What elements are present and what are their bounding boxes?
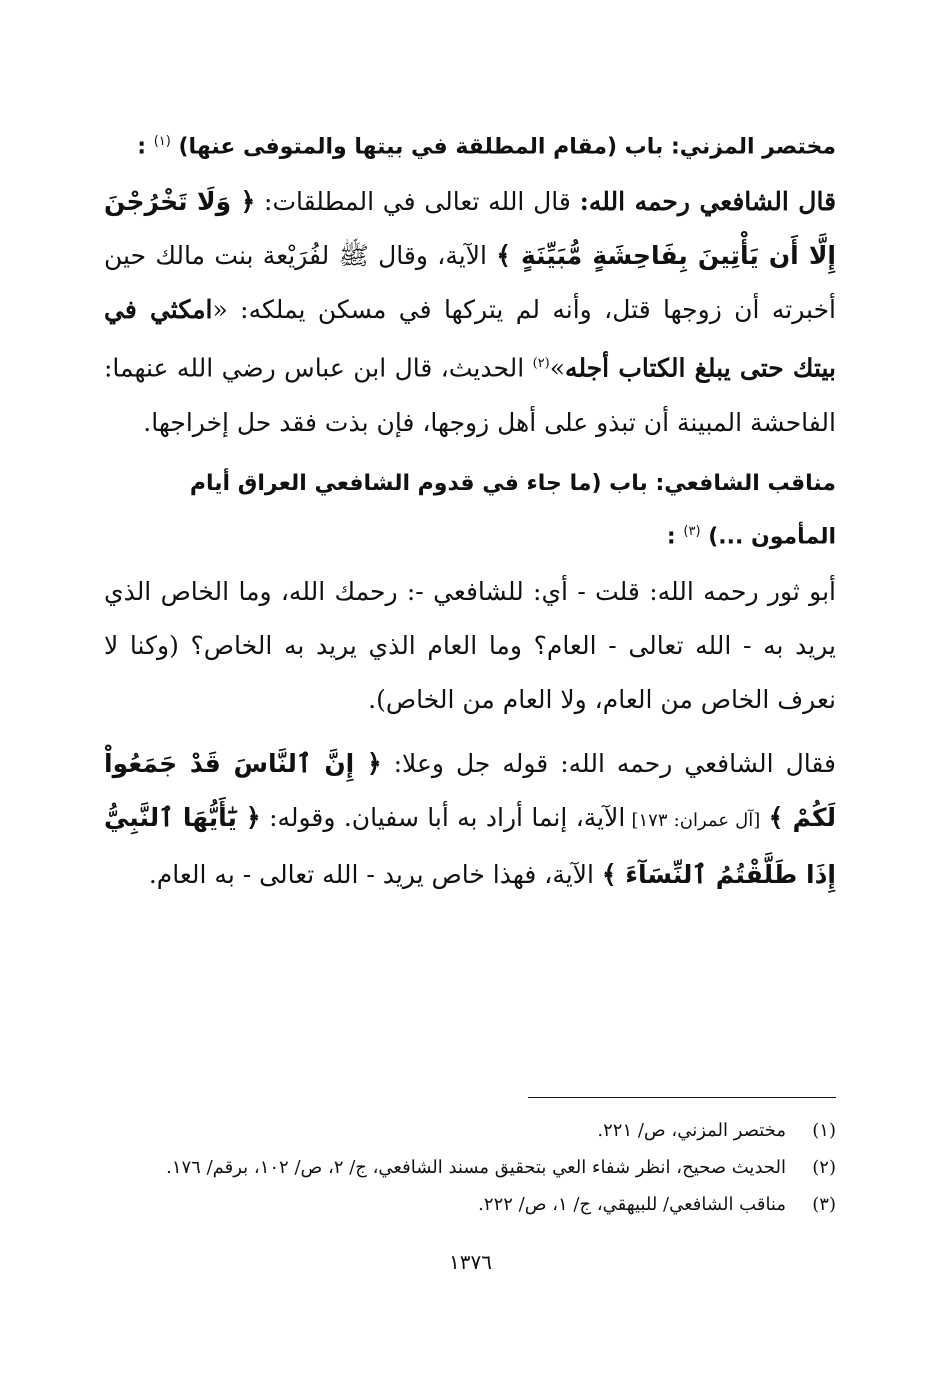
text-span: فقال الشافعي رحمه الله: قوله جل وعلا: [381, 748, 836, 778]
footnote-item [96, 1149, 836, 1186]
text-span: قال الله تعالى في المطلقات: [255, 187, 571, 217]
footnote-number: (٣) [812, 1194, 836, 1215]
text-span: الحديث، قال ابن عباس رضي الله عنهما: الفاحشة المبينة أن تبذو على أهل زوجها، فإن بذت فقد حل إخراجها. [104, 353, 836, 437]
text-span: الآية، وقال ﷺ لفُرَيْعة بنت مالك حين أخبرته أن زوجها قتل، وأنه لم يتركها في مسكن يملكه: « [104, 241, 836, 325]
paragraph-shafii-talaq [104, 175, 836, 449]
footnote-number: (١) [812, 1120, 836, 1141]
footnote-divider [528, 1097, 836, 1098]
footnote-ref[interactable]: (١) [153, 134, 171, 149]
verse-reference: [آل عمران: ١٧٣] [625, 809, 761, 831]
section-heading-muzani [104, 118, 836, 171]
footnote-ref[interactable]: (٢) [532, 356, 550, 372]
footnote-number: (٢) [812, 1157, 836, 1178]
text-span: » [549, 353, 566, 383]
page-number: ١٣٧٦ [449, 1250, 492, 1274]
quran-verse: ﴿ إِنَّ ٱلنَّاسَ قَدْ جَمَعُواْ لَكُمْ ﴾ [104, 748, 836, 832]
footnote-text: الحديث صحيح، انظر شفاء العي بتحقيق مسند الشافعي، ج/ ٢، ص/ ١٠٢، برقم/ ١٧٦. [166, 1157, 786, 1178]
footnote-text: مختصر المزني، ص/ ٢٢١. [597, 1120, 786, 1141]
footnote-item [96, 1112, 836, 1149]
text-span: الآية، فهذا خاص يريد - الله تعالى - به العام. [148, 859, 594, 889]
quran-verse: ﴿ وَلَا تَخْرُجْنَ إِلَّا أَن يَأْتِينَ بِفَاحِشَةٍ مُّبَيِّنَةٍ ﴾ [104, 187, 837, 271]
text-span: الآية، إنما أراد به أبا سفيان. وقوله: [260, 802, 626, 832]
main-content [104, 118, 836, 912]
heading-colon: : [137, 134, 147, 160]
heading-text: مناقب الشافعي: باب (ما جاء في قدوم الشافعي العراق أيام المأمون ...) [189, 470, 836, 549]
paragraph-abu-thawr: أبو ثور رحمه الله: قلت - أي: للشافعي -: رحمك الله، وما الخاص الذي يريد به - الله تعالى - العام؟ وما العام الذي يريد به الخاص؟ (وكنا لا نعرف الخاص من العام، ولا العام من الخاص). [104, 576, 836, 714]
quran-verse: ﴿ يَٰٓأَيُّهَا ٱلنَّبِيُّ إِذَا طَلَّقْتُمُ ٱلنِّسَآءَ ﴾ [104, 802, 836, 889]
speaker-lead: قال الشافعي رحمه الله: [579, 187, 837, 217]
hadith-text: امكثي في بيتك حتى يبلغ الكتاب أجله [104, 295, 837, 383]
section-heading-manaqib [104, 460, 836, 561]
footnote-item [96, 1186, 836, 1223]
footnote-ref[interactable]: (٣) [683, 523, 701, 539]
footnotes [96, 1112, 836, 1223]
heading-colon: : [666, 523, 676, 549]
heading-text: مختصر المزني: باب (مقام المطلقة في بيتها والمتوفى عنها) [178, 134, 836, 160]
paragraph-shafii-answer [104, 737, 836, 902]
footnote-text: مناقب الشافعي/ للبيهقي، ج/ ١، ص/ ٢٢٢. [478, 1194, 786, 1215]
